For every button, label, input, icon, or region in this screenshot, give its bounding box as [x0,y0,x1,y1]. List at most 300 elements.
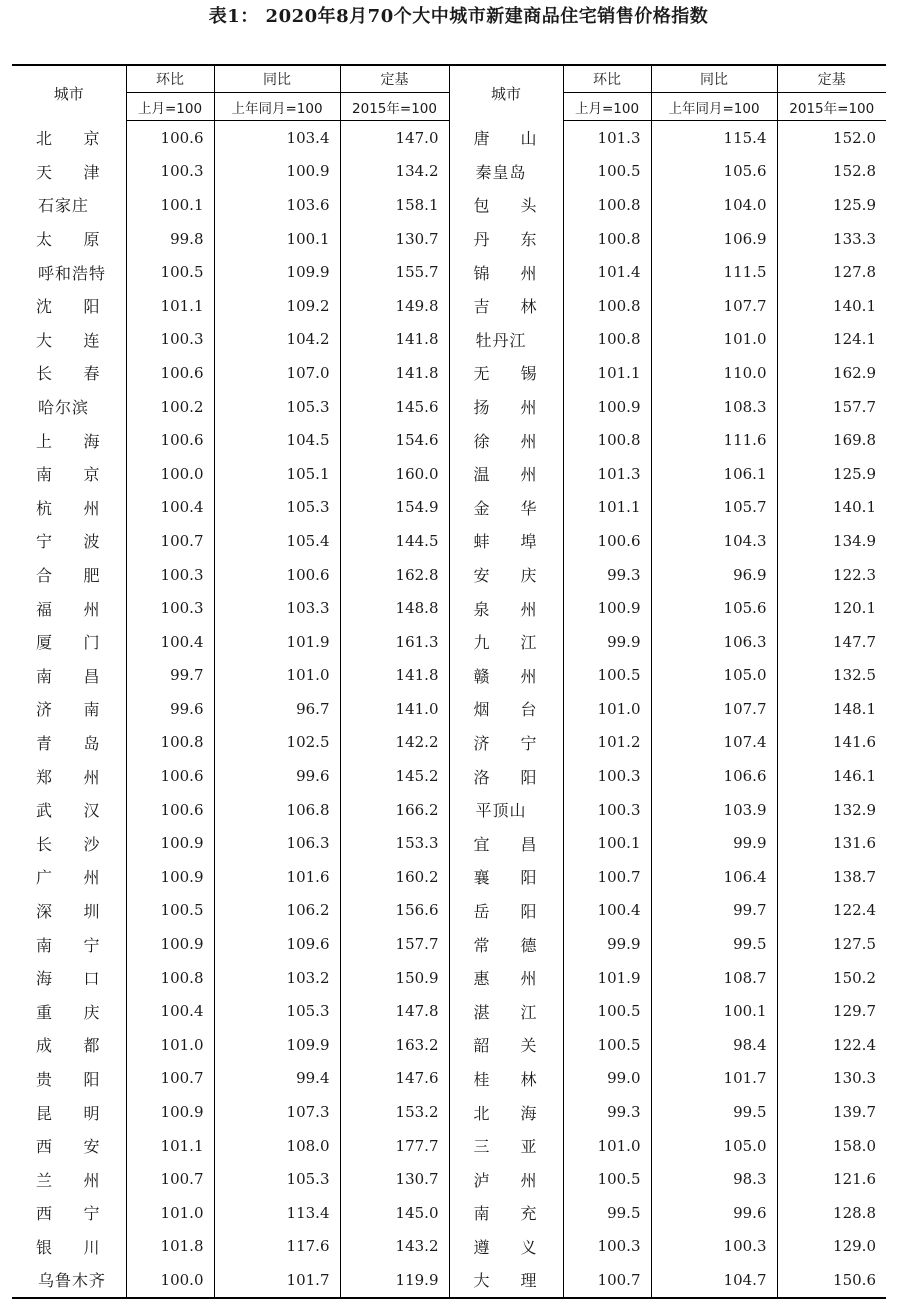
city-name [450,1033,563,1056]
city-cell-left [12,524,126,558]
city-name-char: 理 [520,1271,537,1291]
city-name-char: 江 [520,1002,537,1022]
mom-value-right: 100.5 [563,659,651,693]
city-name [450,193,563,216]
base-value-right: 150.2 [777,961,886,995]
mom-value-right: 100.1 [563,826,651,860]
city-cell-right [449,1162,563,1196]
yoy-value-right: 106.6 [651,759,777,793]
city-name [12,462,126,485]
city-name-char: 兰 [36,1170,53,1190]
mom-value-left: 100.6 [126,121,214,155]
city-cell-right [449,121,563,155]
city-cell-right [449,927,563,961]
mom-value-right: 99.0 [563,1062,651,1096]
yoy-value-right: 111.5 [651,255,777,289]
table-row [12,894,886,928]
mom-value-right: 99.3 [563,558,651,592]
city-name-char: 昌 [520,834,537,854]
city-name-char: 重 [36,1002,53,1022]
city-name-char: 庆 [83,1002,100,1022]
mom-value-right: 101.0 [563,692,651,726]
mom-value-left: 100.6 [126,423,214,457]
table-row [12,491,886,525]
base-value-right: 157.7 [777,390,886,424]
city-name [12,630,126,653]
mom-value-right: 100.5 [563,1162,651,1196]
city-name [12,697,126,720]
city-name-char: 宁 [83,1204,100,1224]
mom-value-right: 100.4 [563,894,651,928]
yoy-value-left: 106.3 [214,826,340,860]
table-body [12,121,886,1298]
mom-value-right: 100.3 [563,759,651,793]
city-name-char: 山 [520,129,537,149]
city-name [12,1201,126,1224]
mom-value-left: 100.9 [126,860,214,894]
mom-value-right: 101.1 [563,491,651,525]
city-name: 呼和浩特 [38,263,107,283]
city-name-char: 州 [83,498,100,518]
mom-value-left: 100.4 [126,625,214,659]
city-cell-left [12,222,126,256]
city-name-char: 合 [36,566,53,586]
base-value-right: 122.4 [777,1028,886,1062]
city-name [12,361,126,384]
mom-value-left: 100.7 [126,1162,214,1196]
yoy-value-right: 110.0 [651,356,777,390]
city-name [12,731,126,754]
city-name [450,731,563,754]
city-name-char: 武 [36,801,53,821]
base-value-left: 177.7 [340,1129,449,1163]
mom-value-left: 100.8 [126,726,214,760]
city-cell-right [449,826,563,860]
city-name-char: 亚 [520,1137,537,1157]
table-row [12,222,886,256]
city-name [450,933,563,956]
city-name-char: 赣 [473,666,490,686]
city-cell-right [449,524,563,558]
city-name-char: 大 [36,330,53,350]
city-name-char: 肥 [83,566,100,586]
base-value-left: 166.2 [340,793,449,827]
header-yoy-left: 同比 [214,65,340,93]
city-name-char: 台 [520,700,537,720]
city-cell-left [12,1062,126,1096]
city-cell-right [449,558,563,592]
yoy-value-right: 106.3 [651,625,777,659]
city-name [12,1000,126,1023]
base-value-right: 162.9 [777,356,886,390]
city-cell-left [12,188,126,222]
city-name [12,1134,126,1157]
city-cell-right [449,1230,563,1264]
base-value-left: 145.2 [340,759,449,793]
city-name-char: 无 [473,364,490,384]
base-value-left: 154.6 [340,423,449,457]
city-name-char: 北 [36,129,53,149]
city-cell-right [449,894,563,928]
city-name [450,1000,563,1023]
table-row [12,659,886,693]
yoy-value-left: 101.0 [214,659,340,693]
mom-value-left: 100.9 [126,927,214,961]
city-name [450,462,563,485]
yoy-value-left: 103.2 [214,961,340,995]
city-cell-left [12,356,126,390]
city-name-char: 南 [36,465,53,485]
city-name [12,496,126,519]
city-name [450,261,563,284]
mom-value-left: 101.0 [126,1196,214,1230]
header-mom-sub-right: 上月=100 [563,93,651,121]
city-name-char: 沈 [36,297,53,317]
table-row [12,1129,886,1163]
city-name-char: 青 [36,733,53,753]
base-value-left: 141.8 [340,356,449,390]
yoy-value-right: 105.7 [651,491,777,525]
table-row [12,927,886,961]
header-mom-sub-left: 上月=100 [126,93,214,121]
city-name-char: 厦 [36,633,53,653]
yoy-value-left: 101.9 [214,625,340,659]
city-name-char: 关 [520,1036,537,1056]
base-value-right: 129.7 [777,994,886,1028]
city-name [12,597,126,620]
base-value-left: 163.2 [340,1028,449,1062]
city-name [12,294,126,317]
header-base-sub-left: 2015年=100 [340,93,449,121]
base-value-right: 138.7 [777,860,886,894]
city-name-char: 阳 [520,767,537,787]
city-name-char: 州 [83,868,100,888]
yoy-value-left: 100.9 [214,155,340,189]
yoy-value-right: 111.6 [651,423,777,457]
base-value-right: 122.4 [777,894,886,928]
base-value-left: 141.8 [340,659,449,693]
base-value-left: 161.3 [340,625,449,659]
base-value-left: 119.9 [340,1263,449,1298]
yoy-value-left: 96.7 [214,692,340,726]
yoy-value-left: 106.2 [214,894,340,928]
city-name [450,227,563,250]
price-index-table [12,64,886,1299]
base-value-left: 147.0 [340,121,449,155]
city-name [12,429,126,452]
city-name-char: 南 [36,935,53,955]
city-name [450,429,563,452]
city-name [450,865,563,888]
city-cell-left [12,692,126,726]
base-value-left: 147.8 [340,994,449,1028]
city-name [450,563,563,586]
table-row [12,860,886,894]
city-name-char: 州 [520,465,537,485]
city-name-char: 埠 [520,532,537,552]
city-name-char: 三 [473,1137,490,1157]
mom-value-left: 100.7 [126,524,214,558]
city-name-char: 岛 [83,733,100,753]
mom-value-right: 99.9 [563,625,651,659]
city-cell-left [12,961,126,995]
mom-value-left: 100.3 [126,155,214,189]
base-value-right: 127.5 [777,927,886,961]
city-name-char: 九 [473,633,490,653]
mom-value-right: 99.5 [563,1196,651,1230]
city-name: 石家庄 [38,196,90,216]
city-name [12,529,126,552]
city-cell-right [449,1062,563,1096]
base-value-left: 153.2 [340,1095,449,1129]
city-name-char: 京 [83,129,100,149]
header-city-right: 城市 [449,65,563,121]
yoy-value-right: 105.6 [651,591,777,625]
city-name-char: 海 [83,431,100,451]
mom-value-left: 100.0 [126,1263,214,1298]
city-name-char: 宁 [83,935,100,955]
table-row [12,255,886,289]
city-cell-left [12,759,126,793]
base-value-left: 154.9 [340,491,449,525]
yoy-value-right: 107.7 [651,289,777,323]
yoy-value-right: 99.5 [651,1095,777,1129]
table-row [12,1162,886,1196]
mom-value-left: 100.9 [126,826,214,860]
yoy-value-right: 106.9 [651,222,777,256]
city-cell-left [12,323,126,357]
city-cell-right [449,188,563,222]
city-cell-right [449,491,563,525]
base-value-right: 120.1 [777,591,886,625]
city-name-char: 金 [473,498,490,518]
city-name-char: 州 [83,599,100,619]
city-cell-left [12,491,126,525]
city-name-char: 宜 [473,834,490,854]
table-row [12,1095,886,1129]
yoy-value-left: 102.5 [214,726,340,760]
city-cell-left [12,659,126,693]
table-row [12,759,886,793]
yoy-value-left: 103.3 [214,591,340,625]
city-name [450,630,563,653]
mom-value-right: 99.3 [563,1095,651,1129]
mom-value-left: 100.9 [126,1095,214,1129]
city-cell-right [449,1129,563,1163]
mom-value-left: 100.6 [126,793,214,827]
city-name-char: 州 [520,431,537,451]
city-name-char: 银 [36,1237,53,1257]
city-name-char: 海 [36,969,53,989]
mom-value-left: 100.5 [126,255,214,289]
yoy-value-right: 106.1 [651,457,777,491]
city-cell-left [12,927,126,961]
city-cell-left [12,591,126,625]
table-row [12,155,886,189]
mom-value-left: 100.3 [126,323,214,357]
city-name-char: 门 [83,633,100,653]
city-name: 秦皇岛 [475,162,527,182]
city-name-char: 林 [520,297,537,317]
mom-value-left: 100.5 [126,894,214,928]
city-name-char: 州 [520,599,537,619]
city-name-char: 蚌 [473,532,490,552]
city-name-char: 州 [83,1170,100,1190]
city-name-char: 西 [36,1204,53,1224]
base-value-left: 160.2 [340,860,449,894]
base-value-left: 142.2 [340,726,449,760]
city-cell-left [12,994,126,1028]
city-cell-left [12,1129,126,1163]
yoy-value-right: 107.7 [651,692,777,726]
city-name [450,126,563,149]
city-cell-right [449,591,563,625]
yoy-value-right: 106.4 [651,860,777,894]
city-cell-right [449,994,563,1028]
city-name-char: 杭 [36,498,53,518]
city-name-char: 岳 [473,901,490,921]
city-name-char: 郑 [36,767,53,787]
yoy-value-left: 99.4 [214,1062,340,1096]
base-value-left: 150.9 [340,961,449,995]
city-cell-right [449,155,563,189]
base-value-right: 146.1 [777,759,886,793]
table-row [12,356,886,390]
base-value-right: 130.3 [777,1062,886,1096]
table-row [12,289,886,323]
city-cell-right [449,289,563,323]
yoy-value-right: 105.0 [651,659,777,693]
city-name-char: 头 [520,196,537,216]
table-row [12,188,886,222]
mom-value-right: 101.3 [563,457,651,491]
city-name [12,1168,126,1191]
city-name: 乌鲁木齐 [38,1271,107,1291]
yoy-value-left: 100.6 [214,558,340,592]
yoy-value-right: 105.0 [651,1129,777,1163]
yoy-value-left: 108.0 [214,1129,340,1163]
city-name-char: 州 [520,398,537,418]
city-name-char: 温 [473,465,490,485]
table-row [12,1196,886,1230]
mom-value-right: 100.6 [563,524,651,558]
city-name-char: 宁 [36,532,53,552]
header-yoy-right: 同比 [651,65,777,93]
city-cell-right [449,222,563,256]
city-name [12,1033,126,1056]
table-row [12,457,886,491]
base-value-left: 145.6 [340,390,449,424]
city-name [12,328,126,351]
yoy-value-left: 105.1 [214,457,340,491]
city-name-char: 洛 [473,767,490,787]
base-value-right: 152.8 [777,155,886,189]
city-name-char: 州 [520,1170,537,1190]
city-cell-left [12,1162,126,1196]
base-value-left: 157.7 [340,927,449,961]
yoy-value-right: 104.0 [651,188,777,222]
city-name-char: 德 [520,935,537,955]
yoy-value-right: 107.4 [651,726,777,760]
yoy-value-left: 105.3 [214,491,340,525]
city-name-char: 上 [36,431,53,451]
city-name-char: 长 [36,364,53,384]
base-value-right: 139.7 [777,1095,886,1129]
mom-value-right: 100.8 [563,188,651,222]
base-value-right: 150.6 [777,1263,886,1298]
city-name [450,395,563,418]
city-name-char: 丹 [473,230,490,250]
city-name [450,597,563,620]
city-name [12,1235,126,1258]
city-name-char: 贵 [36,1069,53,1089]
yoy-value-right: 98.3 [651,1162,777,1196]
city-name-char: 济 [473,733,490,753]
city-name [12,798,126,821]
yoy-value-left: 100.1 [214,222,340,256]
mom-value-left: 100.7 [126,1062,214,1096]
table-row [12,826,886,860]
yoy-value-right: 104.7 [651,1263,777,1298]
city-name-char: 桂 [473,1069,490,1089]
city-cell-right [449,323,563,357]
city-name [450,294,563,317]
city-cell-right [449,390,563,424]
mom-value-right: 100.8 [563,222,651,256]
base-value-left: 141.8 [340,323,449,357]
city-name-char: 州 [520,263,537,283]
city-name [12,865,126,888]
city-name-char: 包 [473,196,490,216]
city-name [12,899,126,922]
city-name-char: 遵 [473,1237,490,1257]
yoy-value-right: 108.7 [651,961,777,995]
mom-value-right: 101.0 [563,1129,651,1163]
base-value-right: 124.1 [777,323,886,357]
mom-value-right: 101.1 [563,356,651,390]
mom-value-left: 100.4 [126,994,214,1028]
yoy-value-left: 105.3 [214,994,340,1028]
table-row [12,1263,886,1298]
base-value-left: 130.7 [340,1162,449,1196]
mom-value-right: 99.9 [563,927,651,961]
city-name [450,832,563,855]
city-cell-left [12,121,126,155]
mom-value-left: 99.7 [126,659,214,693]
mom-value-right: 100.9 [563,390,651,424]
city-name-char: 阳 [520,901,537,921]
base-value-right: 169.8 [777,423,886,457]
table-row [12,625,886,659]
city-name-char: 唐 [473,129,490,149]
city-name [12,160,126,183]
base-value-right: 125.9 [777,457,886,491]
city-name: 哈尔滨 [38,398,90,418]
yoy-value-left: 103.4 [214,121,340,155]
city-cell-right [449,793,563,827]
city-name-char: 太 [36,230,53,250]
table-row [12,726,886,760]
city-name [450,966,563,989]
city-name-char: 烟 [473,700,490,720]
base-value-left: 145.0 [340,1196,449,1230]
yoy-value-left: 105.3 [214,1162,340,1196]
city-cell-left [12,390,126,424]
city-cell-left [12,155,126,189]
city-name-char: 长 [36,834,53,854]
city-name [450,1134,563,1157]
city-name [12,765,126,788]
